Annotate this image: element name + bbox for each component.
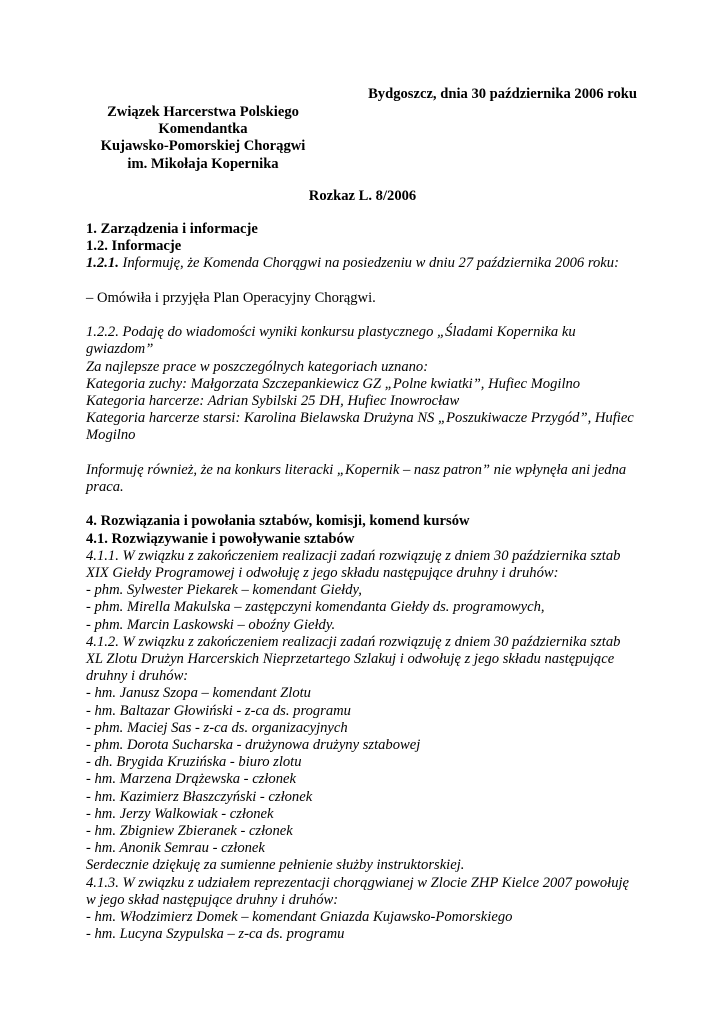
section-heading-1-2: 1.2. Informacje bbox=[86, 238, 182, 255]
text-line: - phm. Dorota Sucharska - drużynowa drużyny sztabowej bbox=[86, 737, 421, 754]
text-line: - phm. Marcin Laskowski – oboźny Giełdy. bbox=[86, 616, 336, 633]
text-line: Mogilno bbox=[86, 427, 136, 444]
org-line: Związek Harcerstwa Polskiego bbox=[107, 104, 299, 120]
text-line: XIX Giełdy Programowej i odwołuję z jego składu następujące druhny i druhów: bbox=[86, 565, 559, 581]
text-line: 1.2.2. Podaję do wiadomości wyniki konkursu plastycznego „Śladami Kopernika ku bbox=[86, 324, 576, 341]
text-line: - hm. Baltazar Głowiński - z-ca ds. programu bbox=[86, 702, 351, 719]
text-line: Kategoria harcerze: Adrian Sybilski 25 DH, Hufiec Inowrocław bbox=[86, 393, 460, 409]
org-line: Komendantka bbox=[158, 121, 248, 138]
text-line: praca. bbox=[86, 479, 124, 495]
org-line: Kujawsko-Pomorskiej Chorągwi bbox=[100, 138, 306, 155]
paragraph-info bbox=[86, 462, 646, 496]
organization-header bbox=[94, 104, 312, 173]
text-line: - hm. Kazimierz Błaszczyński - członek bbox=[86, 788, 313, 805]
text-line: - hm. Janusz Szopa – komendant Zlotu bbox=[86, 685, 311, 702]
paragraph-1-2-1-item: – Omówiła i przyjęła Plan Operacyjny Chorągwi. bbox=[86, 289, 376, 306]
paragraph-1-2-1 bbox=[86, 255, 646, 272]
text-line: - dh. Brygida Kruzińska - biuro zlotu bbox=[86, 754, 302, 771]
text-line: 4.1.2. W związku z zakończeniem realizacji zadań rozwiązuję z dniem 30 października sztab bbox=[86, 633, 621, 650]
text-line: - hm. Zbigniew Zbieranek - członek bbox=[86, 823, 293, 840]
document-date: Bydgoszcz, dnia 30 października 2006 roku bbox=[368, 86, 637, 102]
text-line: 4.1.1. W związku z zakończeniem realizacji zadań rozwiązuję z dniem 30 października sztab bbox=[86, 547, 621, 564]
text-line: XL Zlotu Drużyn Harcerskich Nieprzetartego Szlakuj i odwołuję z jego składu następujące bbox=[86, 651, 615, 668]
text-line: Informuję również, że na konkurs literacki „Kopernik – nasz patron” nie wpłynęła ani jedna bbox=[86, 461, 627, 478]
text-line: - hm. Anonik Semrau - członek bbox=[86, 840, 265, 857]
text-line: - phm. Sylwester Piekarek – komendant Giełdy, bbox=[86, 582, 362, 599]
text-line: Serdecznie dziękuję za sumienne pełnienie służby instruktorskiej. bbox=[86, 857, 465, 874]
text-line: druhny i druhów: bbox=[86, 668, 189, 685]
section-heading-4-1: 4.1. Rozwiązywanie i powoływanie sztabów bbox=[86, 530, 355, 547]
text-line: w jego skład następujące druhny i druhów: bbox=[86, 891, 339, 908]
paragraph-text: Informuję, że Komenda Chorągwi na posiedzeniu w dniu 27 października 2006 roku: bbox=[118, 255, 619, 272]
text-line: - phm. Maciej Sas - z-ca ds. organizacyjnych bbox=[86, 719, 348, 736]
paragraph-1-2-2 bbox=[86, 324, 646, 444]
text-line: Kategoria zuchy: Małgorzata Szczepankiewicz GZ „Polne kwiatki”, Hufiec Mogilno bbox=[86, 375, 581, 392]
paragraph-number: 1.2.1. bbox=[86, 255, 119, 272]
text-line: Kategoria harcerze starsi: Karolina Bielawska Drużyna NS „Poszukiwacze Przygód”, Hufiec bbox=[86, 410, 634, 427]
section-heading-1: 1. Zarządzenia i informacje bbox=[86, 221, 258, 237]
text-line: 4.1.3. W związku z udziałem reprezentacji chorągwianej w Zlocie ZHP Kielce 2007 powołuję bbox=[86, 874, 630, 891]
text-line: - hm. Włodzimierz Domek – komendant Gniazda Kujawsko-Pomorskiego bbox=[86, 909, 513, 926]
text-line: - hm. Jerzy Walkowiak - członek bbox=[86, 805, 274, 822]
paragraph-4-1-2 bbox=[86, 634, 646, 875]
paragraph-4-1-1 bbox=[86, 548, 646, 634]
text-line: - hm. Lucyna Szypulska – z-ca ds. programu bbox=[86, 926, 345, 943]
text-line: Za najlepsze prace w poszczególnych kategoriach uznano: bbox=[86, 358, 429, 375]
text-line: - hm. Marzena Drążewska - członek bbox=[86, 771, 296, 788]
order-title bbox=[0, 188, 725, 205]
section-heading-4: 4. Rozwiązania i powołania sztabów, komisji, komend kursów bbox=[86, 513, 470, 530]
paragraph-4-1-3 bbox=[86, 875, 646, 944]
text-line: gwiazdom” bbox=[86, 341, 154, 358]
text-line: - phm. Mirella Makulska – zastępczyni komendanta Giełdy ds. programowych, bbox=[86, 599, 545, 616]
order-title-text: Rozkaz L. 8/2006 bbox=[308, 188, 417, 204]
org-line: im. Mikołaja Kopernika bbox=[127, 155, 279, 172]
document-body bbox=[86, 221, 646, 943]
